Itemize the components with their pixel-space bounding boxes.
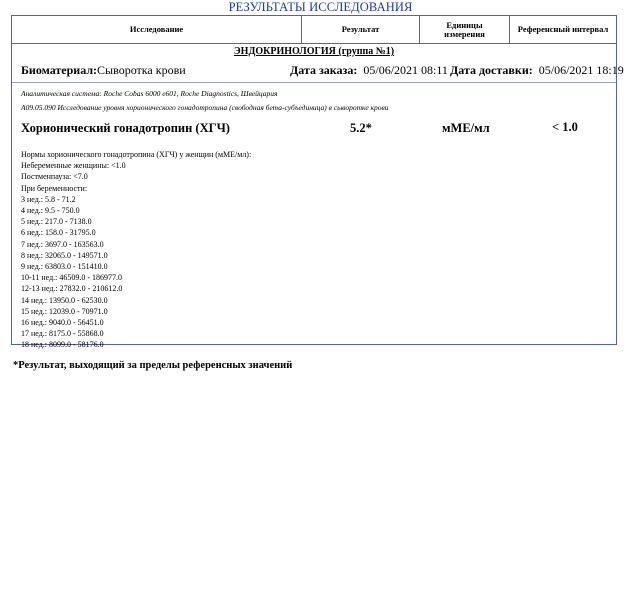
- biomaterial-label: Биоматериал:: [21, 63, 98, 77]
- column-units: [420, 16, 510, 43]
- column-study: Исследование: [12, 16, 302, 43]
- norms-line: 10-11 нед.: 46509.0 - 186977.0: [21, 273, 123, 283]
- divider: [12, 82, 616, 83]
- test-reference: < 1.0: [552, 120, 578, 134]
- norms-line: 9 нед.: 63803.0 - 151410.0: [21, 262, 108, 272]
- footnote: *Результат, выходящий за пределы референсных значений: [13, 360, 293, 371]
- study-code: A09.05.090 Исследование уровня хорионического гонадотропина (свободная бета-субъединица) в сыворотке крови: [21, 103, 389, 112]
- norms-line: Небеременные женщины: <1.0: [21, 161, 126, 171]
- order-date: [290, 63, 448, 77]
- norms-line: 5 нед.: 217.0 - 7138.0: [21, 217, 92, 227]
- delivery-date-label: Дата доставки:: [450, 63, 533, 77]
- column-reference: Референсный интервал: [517, 24, 609, 34]
- norms-line: 6 нед.: 158.0 - 31795.0: [21, 228, 96, 238]
- page-title: РЕЗУЛЬТАТЫ ИССЛЕДОВАНИЯ: [228, 0, 413, 14]
- results-table: [11, 15, 624, 350]
- norms-line: 14 нед.: 13950.0 - 62530.0: [21, 295, 108, 305]
- norms-line: 17 нед.: 8175.0 - 55868.0: [21, 329, 104, 339]
- norms-line: 12-13 нед.: 27832.0 - 210612.0: [21, 284, 123, 294]
- norms-line: 18 нед.: 8099.0 - 58176.0: [21, 340, 104, 350]
- norms-line: 16 нед.: 9040.0 - 56451.0: [21, 318, 104, 328]
- norms-line: 8 нед.: 32065.0 - 149571.0: [21, 250, 108, 260]
- column-units-line2: измерения: [444, 28, 485, 39]
- test-result: 5.2*: [350, 121, 372, 135]
- column-result: Результат: [302, 16, 420, 43]
- norms-line: Постменпауза: <7.0: [21, 172, 88, 182]
- norms-line: Нормы хорионического гонадотропина (ХГЧ) у женщин (мМЕ/мл):: [21, 150, 252, 159]
- biomaterial: [21, 63, 186, 77]
- norms-line: 4 нед.: 9.5 - 750.0: [21, 206, 80, 216]
- test-name: Хорионический гонадотропин (ХГЧ): [21, 121, 230, 135]
- norms-line: 15 нед.: 12039.0 - 70971.0: [21, 306, 108, 316]
- biomaterial-value: Сыворотка крови: [97, 63, 186, 77]
- delivery-date-value: 05/06/2021 18:19: [538, 63, 624, 77]
- reference-norms: [21, 149, 251, 351]
- norms-line: При беременности:: [21, 183, 88, 193]
- delivery-date: [450, 63, 624, 77]
- order-date-value: 05/06/2021 08:11: [363, 63, 448, 77]
- norms-line: 3 нед.: 5.8 - 71.2: [21, 194, 76, 204]
- test-units: мМЕ/мл: [442, 121, 490, 135]
- order-date-label: Дата заказа:: [290, 63, 358, 77]
- column-units-line1: Единицы: [446, 19, 483, 30]
- section-title: ЭНДОКРИНОЛОГИЯ (группа №1): [233, 46, 395, 57]
- norms-line: 7 нед.: 3697.0 - 163563.0: [21, 239, 104, 249]
- analytic-system: Аналитическая система: Roche Cobas 6000 e601, Roche Diagnostics, Швейцария: [21, 89, 278, 98]
- table-header: [12, 16, 616, 44]
